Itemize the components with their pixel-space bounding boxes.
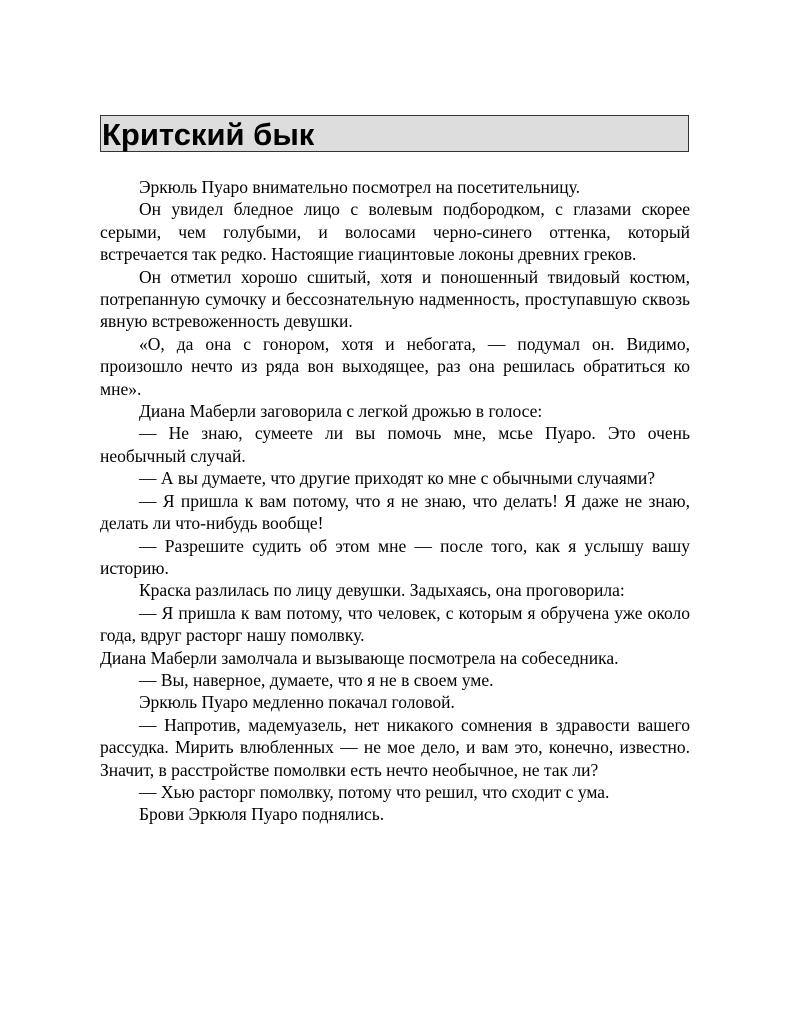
paragraph: — Напротив, мадемуазель, нет никакого сомнения в здравости вашего рассудка. Мирить влюбленных — не мое дело, и вам это, конечно, известно. Значит, в расстройстве помолвки есть нечто необычное, не так ли? [100,714,690,780]
paragraph: — Разрешите судить об этом мне — после того, как я услышу вашу историю. [100,535,690,578]
chapter-body [100,176,690,826]
paragraph: Он увидел бледное лицо с волевым подбородком, с глазами скорее серыми, чем голубыми, и волосами черно-синего оттенка, который встречается так редко. Настоящие гиацинтовые локоны древних греков. [100,199,690,265]
paragraph: — Не знаю, сумеете ли вы помочь мне, мсье Пуаро. Это очень необычный случай. [100,423,690,466]
paragraph: Эркюль Пуаро медленно покачал головой. [139,692,455,713]
paragraph: Краска разлилась по лицу девушки. Задыхаясь, она проговорила: [139,580,625,601]
paragraph: — Вы, наверное, думаете, что я не в своем уме. [139,669,494,690]
paragraph: Он отметил хорошо сшитый, хотя и поношенный твидовый костюм, потрепанную сумочку и бессознательную надменность, проступавшую сквозь явную встревоженность девушки. [100,266,690,332]
chapter-title: Критский бык [100,115,689,152]
paragraph: — Хью расторг помолвку, потому что решил, что сходит с ума. [139,781,610,802]
paragraph: Эркюль Пуаро внимательно посмотрел на посетительницу. [139,177,581,197]
paragraph: Диана Маберли заговорила с легкой дрожью в голосе: [139,401,543,422]
paragraph: — Я пришла к вам потому, что человек, с которым я обручена уже около года, вдруг расторг нашу помолвку. [100,602,690,646]
paragraph: Брови Эркюля Пуаро поднялись. [139,804,385,825]
paragraph: Диана Маберли замолчала и вызывающе посмотрела на собеседника. [100,647,619,668]
paragraph: «О, да она с гонором, хотя и небогата, — подумал он. Видимо, произошло нечто из ряда вон выходящее, раз она решилась обратиться ко мне». [100,333,690,399]
paragraph: — А вы думаете, что другие приходят ко мне с обычными случаями? [139,468,656,489]
paragraph: — Я пришла к вам потому, что я не знаю, что делать! Я даже не знаю, делать ли что-нибудь вообще! [100,490,690,534]
